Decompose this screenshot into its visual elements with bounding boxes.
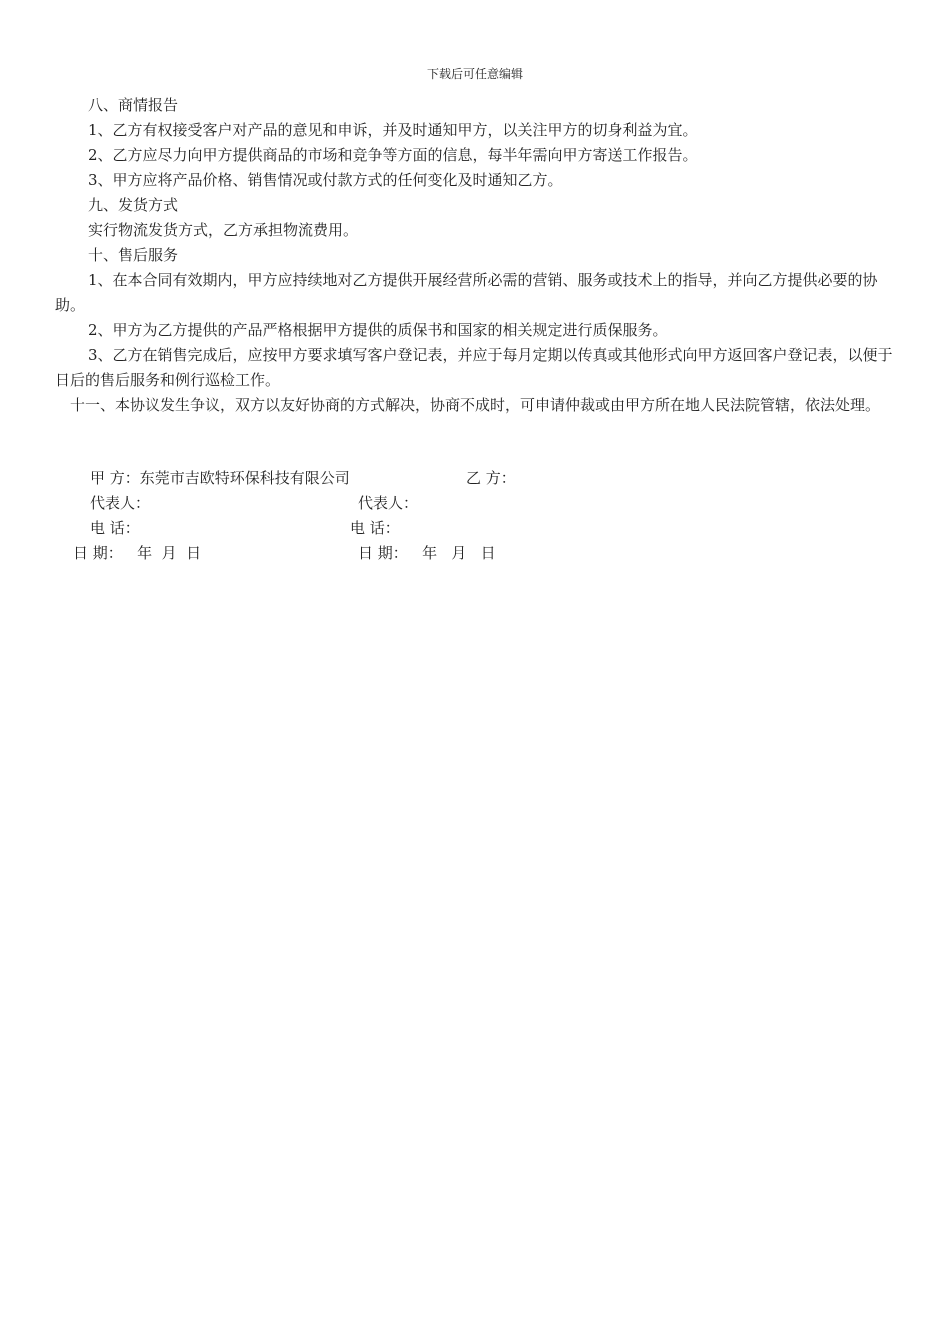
date-a-label: 日 期： 年 月 日 xyxy=(73,544,202,562)
section-8-title: 八、商情报告 xyxy=(88,96,179,114)
date-b-label: 日 期： 年 月 日 xyxy=(358,544,496,562)
representative-a-label: 代表人： xyxy=(90,494,151,512)
section-9-title: 九、发货方式 xyxy=(88,196,179,214)
phone-b-label: 电 话： xyxy=(350,519,400,537)
section-10-item-3: 3、乙方在销售完成后，应按甲方要求填写客户登记表，并应于每月定期以传真或其他形式向甲方返回客户登记表，以便于日后的售后服务和例行巡检工作。 xyxy=(55,346,893,389)
party-b-label: 乙 方： xyxy=(466,469,516,487)
section-10-item-2: 2、甲方为乙方提供的产品严格根据甲方提供的质保书和国家的相关规定进行质保服务。 xyxy=(88,321,668,339)
section-8-item-3: 3、甲方应将产品价格、销售情况或付款方式的任何变化及时通知乙方。 xyxy=(88,171,563,189)
page-header-note: 下载后可任意编辑 xyxy=(426,67,523,81)
section-9-body: 实行物流发货方式，乙方承担物流费用。 xyxy=(88,221,359,239)
section-10-title: 十、售后服务 xyxy=(88,246,179,264)
contract-body xyxy=(55,93,897,418)
party-a-label: 甲 方：东莞市吉欧特环保科技有限公司 xyxy=(90,469,350,487)
section-11-body: 十一、本协议发生争议，双方以友好协商的方式解决，协商不成时，可申请仲裁或由甲方所在地人民法院管辖，依法处理。 xyxy=(70,396,881,414)
representative-b-label: 代表人： xyxy=(358,494,419,512)
section-8-item-2: 2、乙方应尽力向甲方提供商品的市场和竞争等方面的信息，每半年需向甲方寄送工作报告。 xyxy=(88,146,698,164)
section-8-item-1: 1、乙方有权接受客户对产品的意见和申诉，并及时通知甲方，以关注甲方的切身利益为宜。 xyxy=(88,121,698,139)
section-10-item-1: 1、在本合同有效期内，甲方应持续地对乙方提供开展经营所必需的营销、服务或技术上的指导，并向乙方提供必要的协助。 xyxy=(55,271,878,314)
phone-a-label: 电 话： xyxy=(90,519,140,537)
